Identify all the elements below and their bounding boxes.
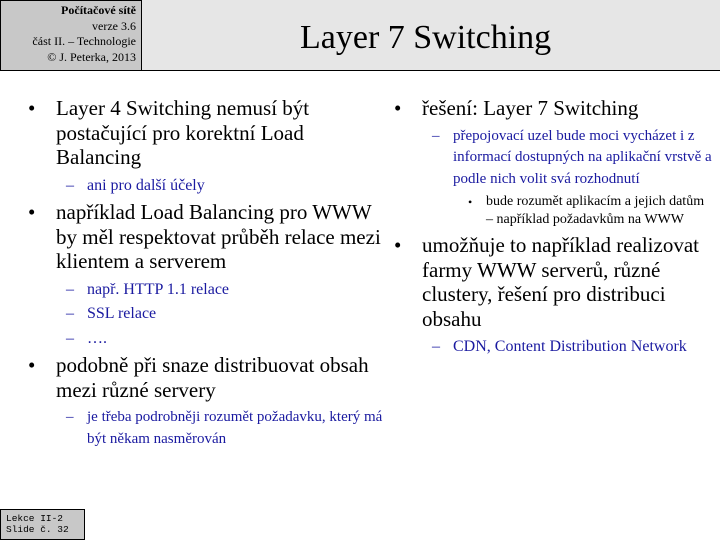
sub-bullet-item: [28, 303, 388, 325]
slide-number-label: Slide č. 32: [6, 524, 69, 535]
dash-icon: –: [432, 338, 440, 355]
bullet-item: [394, 233, 714, 331]
lesson-label: Lekce II-2: [6, 513, 64, 524]
sub-bullet-item: [28, 328, 388, 350]
bullet-text: například Load Balancing pro WWW by měl respektovat průběh relace mezi klientem a serverem: [56, 200, 381, 273]
bullet-icon: •: [28, 96, 36, 120]
part-label: část II. – Technologie: [32, 34, 136, 48]
copyright-label: © J. Peterka, 2013: [47, 49, 136, 64]
bullet-item: [28, 353, 388, 402]
bullet-icon: •: [28, 200, 36, 224]
bullet-text: řešení: Layer 7 Switching: [422, 96, 639, 120]
dash-icon: –: [432, 127, 440, 144]
dash-icon: –: [66, 329, 74, 347]
sub-bullet-text: např. HTTP 1.1 relace: [87, 280, 230, 298]
left-column: [28, 96, 388, 453]
dash-icon: –: [66, 305, 74, 322]
dash-icon: –: [66, 409, 74, 425]
sub-sub-bullet-text: bude rozumět aplikacím a jejich datům – například požadavkům na WWW: [486, 194, 705, 227]
dash-icon: –: [66, 176, 74, 194]
bullet-icon: •: [28, 353, 36, 377]
slide-title: Layer 7 Switching: [300, 19, 552, 56]
sub-bullet-text: přepojovací uzel bude moci vycházet i z informací dostupných na aplikační vrstvě a podle nich volit svá rozhodnutí: [453, 127, 712, 187]
sub-bullet-text: ani pro další účely: [87, 176, 205, 194]
sub-bullet-item: [394, 336, 714, 358]
bullet-item: [28, 200, 388, 274]
sub-sub-bullet-item: [394, 193, 714, 229]
course-info-box: [0, 0, 142, 71]
sub-bullet-item: [28, 279, 388, 301]
sub-bullet-item: [28, 407, 388, 450]
version-label: verze 3.6: [92, 18, 136, 33]
sub-bullet-text: ….: [87, 329, 107, 347]
bullet-icon: •: [468, 195, 473, 209]
sub-bullet-text: CDN, Content Distribution Network: [453, 338, 687, 355]
sub-bullet-text: SSL relace: [87, 305, 157, 322]
bullet-item: [394, 96, 714, 121]
bullet-item: [28, 96, 388, 170]
course-name: Počítačové sítě: [61, 3, 136, 17]
sub-bullet-item: [28, 175, 388, 197]
bullet-text: umožňuje to například realizovat farmy WWW serverů, různé clustery, řešení pro distribuci obsahu: [422, 233, 699, 331]
right-column: [394, 96, 714, 361]
bullet-icon: •: [394, 233, 402, 257]
sub-bullet-text: je třeba podrobněji rozumět požadavku, který má být někam nasměrován: [87, 409, 383, 447]
bullet-text: podobně při snaze distribuovat obsah mezi různé servery: [56, 353, 369, 402]
bullet-icon: •: [394, 96, 402, 120]
bullet-text: Layer 4 Switching nemusí být postačující pro korektní Load Balancing: [56, 96, 310, 169]
sub-bullet-item: [394, 126, 714, 191]
slide-info-box: [0, 509, 85, 540]
dash-icon: –: [66, 280, 74, 298]
